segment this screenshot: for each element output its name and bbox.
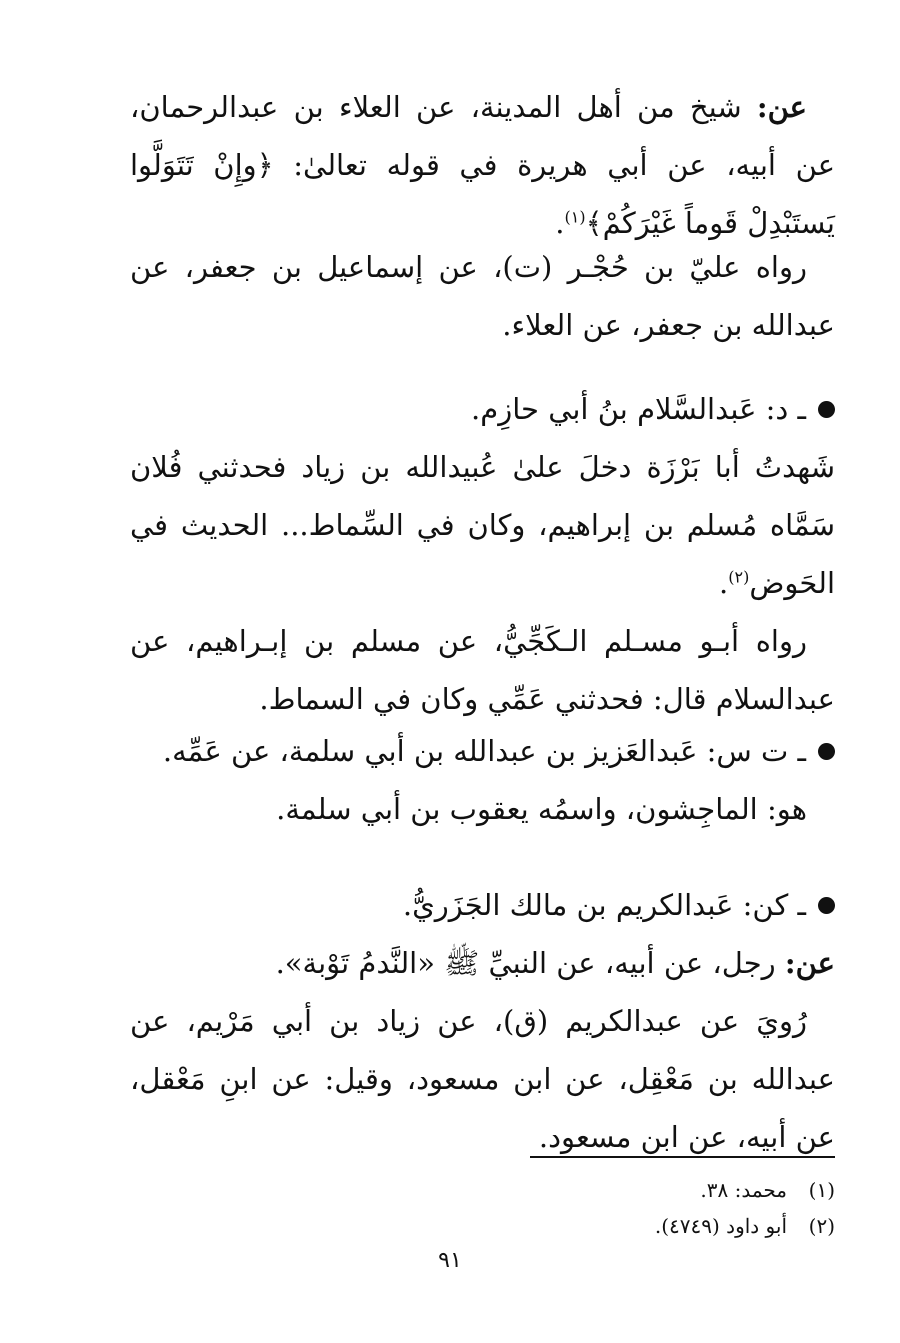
footnote-1-num: (١)	[808, 1178, 835, 1202]
intro-end: .	[555, 206, 565, 240]
heading-abdussalam: ـ د: عَبدالسَّلام بنُ أبي حازِم.	[471, 392, 806, 426]
abdulaziz-text: هو: الماجِشون، واسمُه يعقوب بن أبي سلمة.	[276, 792, 807, 826]
abdussalam-text-end: .	[719, 566, 729, 600]
abdulkarim-text	[130, 934, 835, 992]
intro-narration: رواه عليّ بن حُجْـر (ت)، عن إسماعيل بن جعفر، عن عبدالله بن جعفر، عن العلاء.	[130, 250, 835, 342]
footnote-1	[530, 1172, 835, 1208]
footnote-2-num: (٢)	[808, 1214, 835, 1238]
footnote-2-text: أبو داود (٤٧٤٩).	[654, 1214, 787, 1238]
entry-abdussalam	[130, 380, 835, 728]
abdulkarim-narration: رُويَ عن عبدالكريم (ق)، عن زياد بن أبي مَرْيم، عن عبدالله بن مَعْقِل، عن ابن مسعود، وقيل: عن ابنِ مَعْقل، عن أبيه، عن ابن مسعود.	[130, 1004, 835, 1154]
footnote-ref-2[interactable]: (٢)	[728, 567, 750, 587]
entry-abdulaziz	[130, 722, 835, 838]
bullet-icon	[818, 897, 835, 914]
abdussalam-text-body: شَهدتُ أبا بَرْزَة دخلَ علىٰ عُبيدالله بن زياد فحدثني فُلان سَمَّاه مُسلم بن إبراهيم، وكان في السِّماط... الحديث في الحَوض	[130, 450, 835, 600]
footnotes	[530, 1172, 835, 1244]
abdussalam-narration: رواه أبـو مسـلم الـكَجِّيُّ، عن مسلم بن إبـراهيم، عن عبدالسلام قال: فحدثني عَمِّي وكان في السماط.	[130, 624, 835, 716]
entry-heading	[130, 876, 835, 934]
abdussalam-text	[130, 438, 835, 612]
footnote-1-text: محمد: ٣٨.	[700, 1178, 787, 1202]
intro-text: شيخ من أهل المدينة، عن العلاء بن عبدالرحمان، عن أبيه، عن أبي هريرة في قوله تعالىٰ: ﴿وإِنْ تَتَوَلَّوا يَستَبْدِلْ قَوماً غَيْرَكُمْ﴾	[130, 90, 835, 240]
abdulkarim-label: عن:	[784, 946, 835, 980]
abdulkarim-text-body: رجل، عن أبيه، عن النبيِّ ﷺ «النَّدمُ تَوْبة».	[275, 946, 785, 980]
entry-intro	[130, 78, 835, 252]
entry-intro-narration-block	[130, 238, 835, 354]
footnote-2	[530, 1208, 835, 1244]
footnote-ref-1[interactable]: (١)	[564, 207, 586, 227]
intro-paragraph	[130, 78, 835, 252]
footnote-divider	[530, 1156, 835, 1158]
entry-heading	[130, 722, 835, 780]
heading-abdulkarim: ـ كن: عَبدالكريم بن مالك الجَزَريُّ.	[402, 888, 806, 922]
entry-abdulkarim	[130, 876, 835, 1166]
page-number: ٩١	[438, 1248, 462, 1273]
bullet-icon	[818, 743, 835, 760]
heading-abdulaziz: ـ ت س: عَبدالعَزيز بن عبدالله بن أبي سلمة، عن عَمِّه.	[162, 734, 806, 768]
entry-heading	[130, 380, 835, 438]
intro-label: عن:	[756, 90, 807, 124]
bullet-icon	[818, 401, 835, 418]
